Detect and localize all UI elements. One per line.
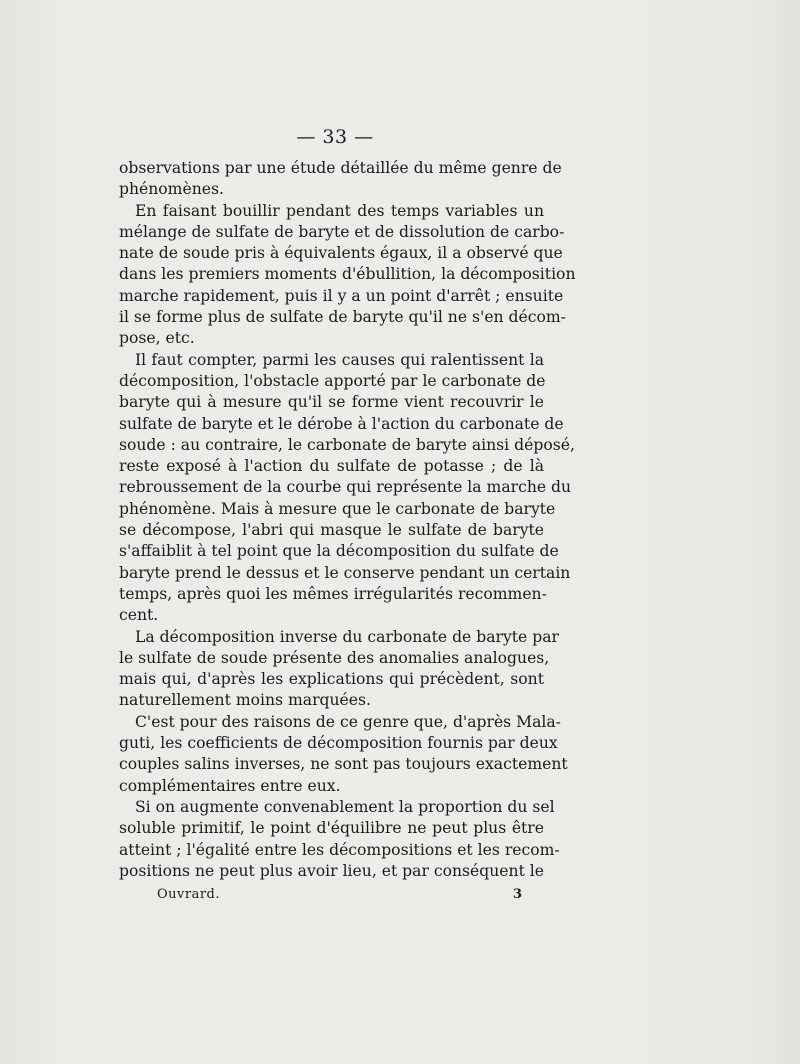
text-line: décomposition, l'obstacle apporté par le carbonate de <box>119 371 546 390</box>
page-number: — 33 — <box>296 126 374 148</box>
text-line: phénomène. Mais à mesure que le carbonate de baryte <box>119 499 556 518</box>
text-line: s'affaiblit à tel point que la décomposition du sulfate de <box>119 542 559 561</box>
signature-number: 3 <box>513 887 523 902</box>
text-line: observations par une étude détaillée du même genre de <box>119 159 562 177</box>
text-line: pose, etc. <box>119 329 195 348</box>
text-line: couples salins inverses, ne sont pas toujours exactement <box>119 755 568 774</box>
text-line: marche rapidement, puis il y a un point d'arrêt ; ensuite <box>119 286 564 305</box>
text-line: cent. <box>119 606 159 625</box>
text-line: sulfate de baryte et le dérobe à l'action du carbonate de <box>119 414 564 433</box>
text-line: complémentaires entre eux. <box>119 776 341 795</box>
paragraph-3 <box>119 350 575 627</box>
text-line: soude : au contraire, le carbonate de baryte ainsi déposé, <box>119 435 575 454</box>
text-line: baryte qui à mesure qu'il se forme vient recouvrir le <box>119 393 544 412</box>
paragraph-1 <box>119 158 562 201</box>
signature-mark: Ouvrard. <box>157 887 221 902</box>
paragraph-6 <box>119 797 560 882</box>
text-line: guti, les coefficients de décomposition fournis par deux <box>119 734 558 753</box>
text-line: positions ne peut plus avoir lieu, et par conséquent le <box>119 861 545 880</box>
text-line: C'est pour des raisons de ce genre que, d'après Mala- <box>135 712 561 731</box>
text-line: phénomènes. <box>119 180 224 199</box>
text-line: mais qui, d'après les explications qui précèdent, sont <box>119 670 544 689</box>
text-line: nate de soude pris à équivalents égaux, il a observé que <box>119 244 563 263</box>
text-line: baryte prend le dessus et le conserve pendant un certain <box>119 563 571 582</box>
text-line: La décomposition inverse du carbonate de baryte par <box>135 627 559 646</box>
body-text <box>119 158 576 882</box>
text-line: le sulfate de soude présente des anomalies analogues, <box>119 648 550 667</box>
text-line: reste exposé à l'action du sulfate de potasse ; de là <box>119 457 544 476</box>
text-line: il se forme plus de sulfate de baryte qu'il ne s'en décom- <box>119 308 566 327</box>
text-line: atteint ; l'égalité entre les décompositions et les recom- <box>119 840 560 859</box>
text-line: mélange de sulfate de baryte et de dissolution de carbo- <box>119 222 565 241</box>
text-line: Si on augmente convenablement la proportion du sel <box>135 797 555 816</box>
text-line: rebroussement de la courbe qui représente la marche du <box>119 478 572 497</box>
text-line: temps, après quoi les mêmes irrégularités recommen- <box>119 584 547 603</box>
text-line: se décompose, l'abri qui masque le sulfate de baryte <box>119 521 544 540</box>
text-line: Il faut compter, parmi les causes qui ralentissent la <box>135 350 544 369</box>
paragraph-2 <box>119 201 576 350</box>
text-line: dans les premiers moments d'ébullition, la décomposition <box>119 265 576 284</box>
paragraph-4 <box>119 627 559 712</box>
text-line: En faisant bouillir pendant des temps variables un <box>135 201 544 220</box>
text-line: naturellement moins marquées. <box>119 691 371 710</box>
paragraph-5 <box>119 712 568 797</box>
text-line: soluble primitif, le point d'équilibre ne peut plus être <box>119 819 544 838</box>
